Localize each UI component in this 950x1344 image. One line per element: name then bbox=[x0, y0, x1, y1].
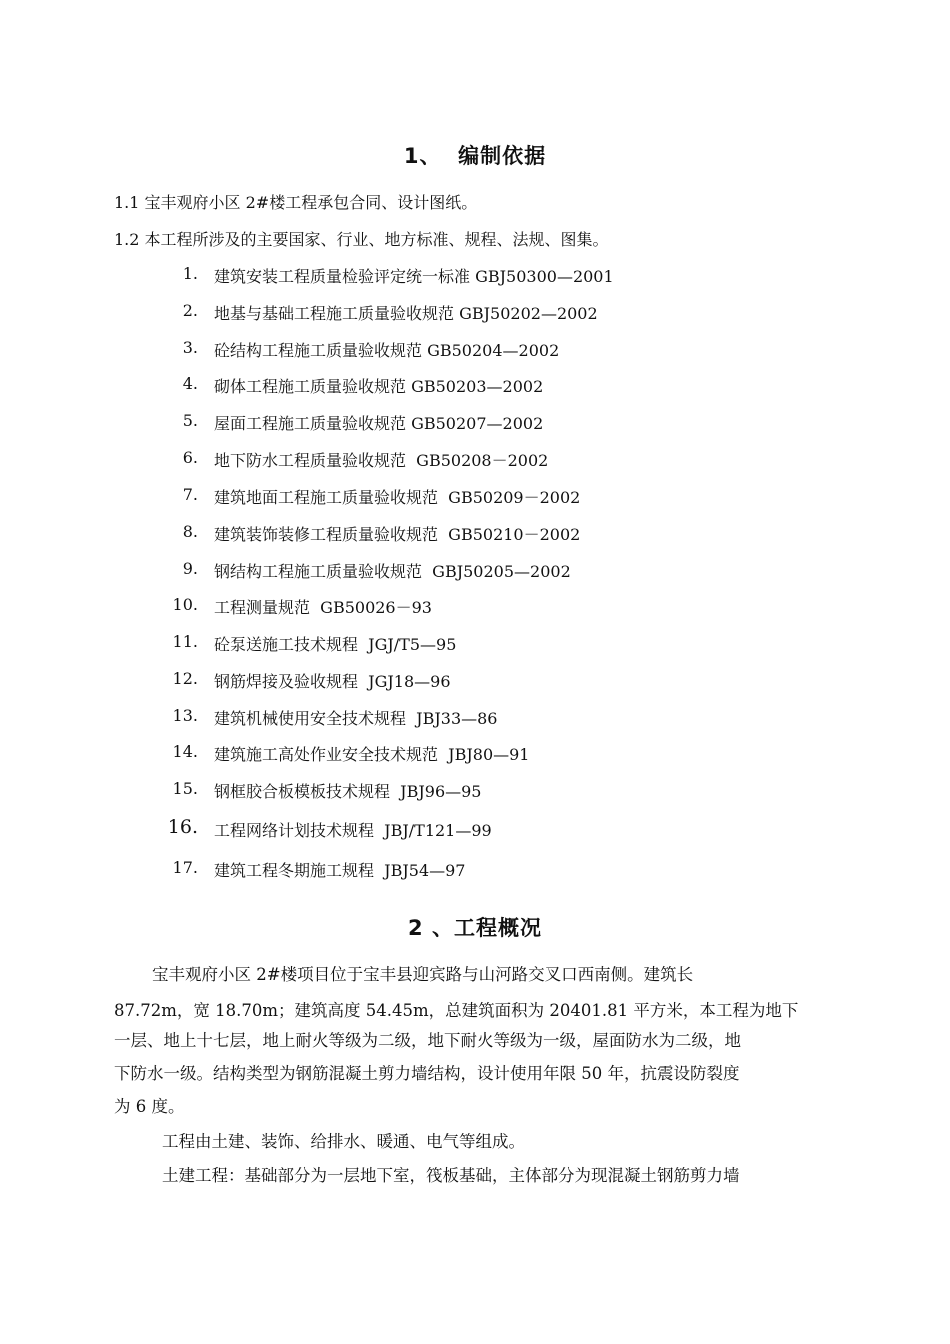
list-item-number: 11. bbox=[172, 632, 198, 651]
list-item-number: 9. bbox=[182, 559, 198, 578]
list-item-number: 6. bbox=[182, 448, 198, 467]
list-item-number: 4. bbox=[182, 374, 198, 393]
list-item-text: 钢筋焊接及验收规程 JGJ18—96 bbox=[214, 672, 451, 691]
overview-line: 一层、地上十七层，地上耐火等级为二级，地下耐火等级为一级，屋面防水为二级，地 bbox=[114, 1031, 741, 1050]
list-item-text: 钢框胶合板模板技术规程 JBJ96—95 bbox=[214, 782, 482, 801]
section-1-heading: 1、 编制依据 bbox=[403, 144, 547, 168]
list-item-text: 砼泵送施工技术规程 JGJ/T5—95 bbox=[214, 635, 457, 654]
list-item-number: 8. bbox=[182, 522, 198, 541]
list-item-number: 17. bbox=[172, 858, 198, 877]
overview-line: 宝丰观府小区 2#楼项目位于宝丰县迎宾路与山河路交叉口西南侧。建筑长 bbox=[152, 965, 694, 984]
list-item-number: 15. bbox=[172, 779, 198, 798]
list-item-text: 工程测量规范 GB50026－93 bbox=[214, 598, 432, 617]
section-2-heading: 2 、工程概况 bbox=[408, 916, 542, 940]
overview-line: 87.72m，宽 18.70m；建筑高度 54.45m，总建筑面积为 20401.81 平方米，本工程为地下 bbox=[114, 1001, 799, 1020]
list-item-text: 工程网络计划技术规程 JBJ/T121—99 bbox=[214, 821, 492, 840]
paragraph-1-1: 1.1 宝丰观府小区 2#楼工程承包合同、设计图纸。 bbox=[114, 193, 478, 212]
overview-line: 为 6 度。 bbox=[114, 1097, 185, 1116]
list-item-text: 钢结构工程施工质量验收规范 GBJ50205—2002 bbox=[214, 562, 571, 581]
list-item-number: 5. bbox=[182, 411, 198, 430]
list-item-number: 12. bbox=[172, 669, 198, 688]
list-item-text: 建筑机械使用安全技术规程 JBJ33—86 bbox=[214, 709, 498, 728]
list-item-number: 1. bbox=[182, 264, 198, 283]
list-item-text: 建筑安装工程质量检验评定统一标准 GBJ50300—2001 bbox=[214, 267, 614, 286]
list-item-text: 地基与基础工程施工质量验收规范 GBJ50202—2002 bbox=[214, 304, 598, 323]
list-item-number: 16. bbox=[167, 816, 198, 838]
list-item-text: 建筑施工高处作业安全技术规范 JBJ80—91 bbox=[214, 745, 530, 764]
list-item-number: 13. bbox=[172, 706, 198, 725]
list-item-number: 7. bbox=[182, 485, 198, 504]
civil-works-paragraph: 土建工程：基础部分为一层地下室，筏板基础，主体部分为现混凝土钢筋剪力墙 bbox=[162, 1166, 740, 1185]
list-item-text: 地下防水工程质量验收规范 GB50208－2002 bbox=[214, 451, 549, 470]
list-item-text: 砼结构工程施工质量验收规范 GB50204—2002 bbox=[214, 341, 560, 360]
list-item-text: 砌体工程施工质量验收规范 GB50203—2002 bbox=[214, 377, 544, 396]
list-item-text: 建筑装饰装修工程质量验收规范 GB50210－2002 bbox=[214, 525, 581, 544]
list-item-text: 屋面工程施工质量验收规范 GB50207—2002 bbox=[214, 414, 544, 433]
list-item-number: 10. bbox=[172, 595, 198, 614]
list-item-text: 建筑工程冬期施工规程 JBJ54—97 bbox=[214, 861, 466, 880]
overview-line: 下防水一级。结构类型为钢筋混凝土剪力墙结构，设计使用年限 50 年，抗震设防裂度 bbox=[114, 1064, 740, 1083]
list-item-text: 建筑地面工程施工质量验收规范 GB50209－2002 bbox=[214, 488, 581, 507]
list-item-number: 3. bbox=[182, 338, 198, 357]
list-item-number: 14. bbox=[172, 742, 198, 761]
list-item-number: 2. bbox=[182, 301, 198, 320]
composition-paragraph: 工程由土建、装饰、给排水、暖通、电气等组成。 bbox=[162, 1132, 525, 1151]
paragraph-1-2: 1.2 本工程所涉及的主要国家、行业、地方标准、规程、法规、图集。 bbox=[114, 230, 609, 249]
